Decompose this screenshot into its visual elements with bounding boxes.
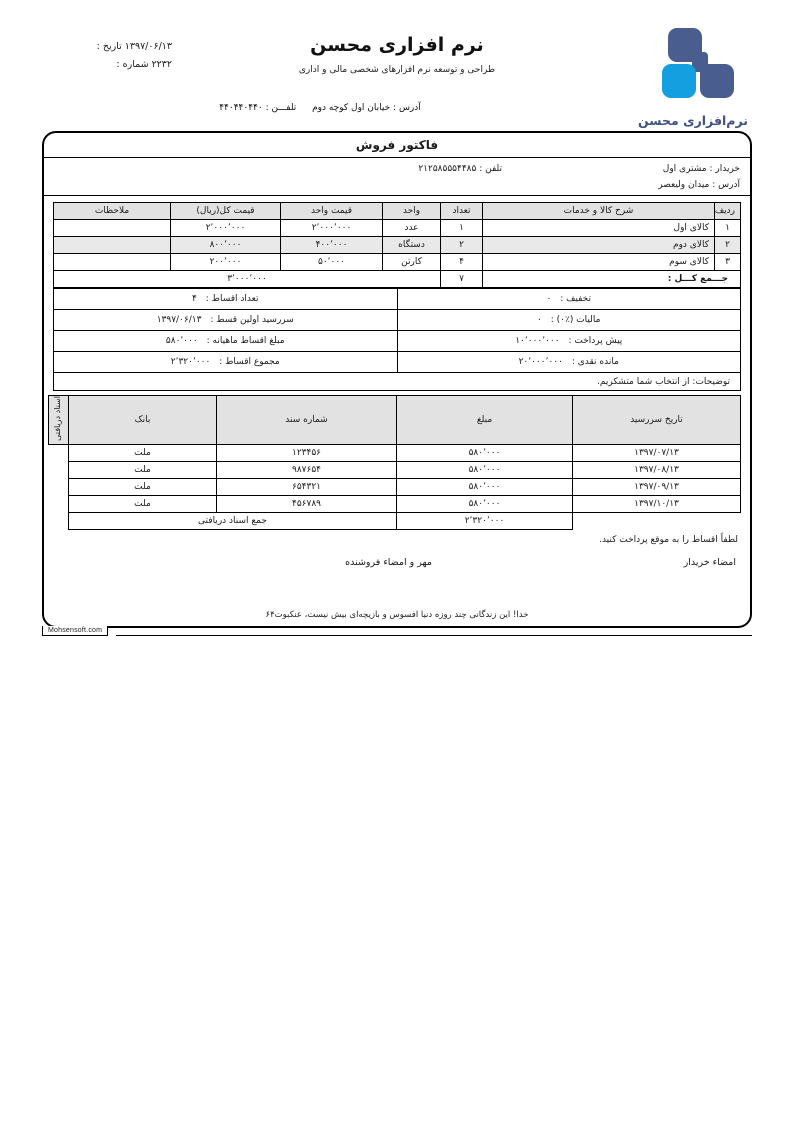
buyer-address-label: آدرس : bbox=[712, 179, 740, 190]
tax-cell bbox=[397, 310, 741, 331]
company-address-label: آدرس : bbox=[393, 103, 421, 113]
cash-balance-label: مانده نقدی : bbox=[571, 357, 619, 367]
cell-description: کالای سوم bbox=[483, 254, 715, 271]
table-row bbox=[49, 461, 741, 478]
sum-label: جـــمع کـــل : bbox=[483, 271, 741, 288]
buyer-name-line bbox=[658, 162, 740, 178]
cell-bank: ملت bbox=[69, 461, 217, 478]
company-tagline: طراحی و توسعه نرم افزارهای شخصی مالی و اداری bbox=[298, 65, 496, 75]
installment-row-sum bbox=[54, 352, 741, 373]
discount-value: ۰ bbox=[546, 294, 552, 304]
cell-unit: عدد bbox=[383, 220, 441, 237]
first-due-cell bbox=[54, 310, 398, 331]
cell-unit-price: ۲٬۰۰۰٬۰۰۰ bbox=[281, 220, 383, 237]
cell-row-no: ۳ bbox=[715, 254, 741, 271]
col-description: شرح کالا و خدمات bbox=[483, 203, 715, 220]
cell-doc-no: ۶۵۴۳۲۱ bbox=[217, 478, 397, 495]
sum-qty: ۷ bbox=[441, 271, 483, 288]
company-name: نرم افزاری محسن bbox=[310, 34, 484, 56]
invoice-title: فاکتور فروش bbox=[44, 133, 750, 158]
company-address-value: خیابان اول کوچه دوم bbox=[312, 103, 391, 113]
col-unit: واحد bbox=[383, 203, 441, 220]
cell-amount: ۵۸۰٬۰۰۰ bbox=[397, 444, 573, 461]
cash-balance-value: ۲۰٬۰۰۰٬۰۰۰ bbox=[518, 357, 563, 367]
logo-blocks-icon bbox=[640, 26, 752, 104]
company-contact bbox=[0, 103, 640, 113]
document-number-value: ۲۲۳۲ bbox=[151, 59, 172, 71]
buyer-phone-label: تلفن : bbox=[479, 164, 502, 174]
buyer-info bbox=[44, 158, 750, 196]
col-bank: بانک bbox=[69, 396, 217, 445]
cell-qty: ۴ bbox=[441, 254, 483, 271]
company-phone-value: ۴۴۰۴۴۰۴۴۰ bbox=[219, 103, 263, 113]
installment-row-monthly bbox=[54, 331, 741, 352]
cell-doc-no: ۴۵۶۷۸۹ bbox=[217, 495, 397, 512]
installment-sum-value: ۲٬۳۲۰٬۰۰۰ bbox=[170, 357, 211, 367]
document-date-label: تاریخ : bbox=[96, 41, 122, 52]
logo-wordmark: نرم‌افزاری محسن bbox=[638, 113, 748, 128]
notes-label: توضیحات: bbox=[692, 377, 730, 387]
buyer-value: مشتری اول bbox=[662, 164, 707, 174]
cell-notes bbox=[54, 237, 171, 254]
col-row-no: ردیف bbox=[715, 203, 741, 220]
installment-count-value: ۴ bbox=[192, 294, 197, 304]
buyer-label: خریدار : bbox=[709, 164, 740, 174]
tax-value: ۰ bbox=[537, 315, 542, 325]
table-row bbox=[49, 444, 741, 461]
col-unit-price: قیمت واحد bbox=[281, 203, 383, 220]
first-due-value: ۱۳۹۷/۰۶/۱۳ bbox=[156, 315, 202, 325]
table-row bbox=[49, 478, 741, 495]
buyer-lines bbox=[658, 162, 740, 194]
cell-due-date: ۱۳۹۷/۰۸/۱۳ bbox=[573, 461, 741, 478]
footer-divider bbox=[116, 635, 752, 636]
cell-due-date: ۱۳۹۷/۱۰/۱۳ bbox=[573, 495, 741, 512]
cell-notes bbox=[54, 220, 171, 237]
cell-unit-price: ۵۰٬۰۰۰ bbox=[281, 254, 383, 271]
document-number-label: شماره : bbox=[116, 59, 149, 71]
table-row bbox=[49, 495, 741, 512]
installment-sum-cell bbox=[54, 352, 398, 373]
first-due-label: سررسید اولین قسط : bbox=[210, 315, 294, 325]
receipts-header-row bbox=[49, 396, 741, 445]
installment-count-cell bbox=[54, 289, 398, 310]
col-qty: تعداد bbox=[441, 203, 483, 220]
items-header-row bbox=[54, 203, 741, 220]
monthly-label: مبلغ اقساط ماهیانه : bbox=[206, 336, 285, 346]
cell-doc-no: ۹۸۷۶۵۴ bbox=[217, 461, 397, 478]
col-notes: ملاحظات bbox=[54, 203, 171, 220]
cell-row-no: ۱ bbox=[715, 220, 741, 237]
page-header bbox=[0, 0, 794, 130]
receipts-total-row bbox=[49, 512, 741, 529]
cell-doc-no: ۱۲۳۴۵۶ bbox=[217, 444, 397, 461]
cell-due-date: ۱۳۹۷/۰۷/۱۳ bbox=[573, 444, 741, 461]
cell-due-date: ۱۳۹۷/۰۹/۱۳ bbox=[573, 478, 741, 495]
col-doc-no: شماره سند bbox=[217, 396, 397, 445]
signature-area bbox=[44, 557, 750, 603]
footer-quote: خدا! این زندگانی چند روزه دنیا افسوس و بازیچه‌ای بیش نیست، عنکبوت۶۴ bbox=[265, 610, 529, 620]
cell-amount: ۵۸۰٬۰۰۰ bbox=[397, 478, 573, 495]
cell-amount: ۵۸۰٬۰۰۰ bbox=[397, 461, 573, 478]
monthly-value: ۵۸۰٬۰۰۰ bbox=[165, 336, 198, 346]
col-amount: مبلغ bbox=[397, 396, 573, 445]
prepaid-value: ۱۰٬۰۰۰٬۰۰۰ bbox=[515, 336, 560, 346]
receipts-side-label bbox=[49, 396, 69, 445]
cell-row-no: ۲ bbox=[715, 237, 741, 254]
cell-notes bbox=[54, 254, 171, 271]
invoice-frame bbox=[42, 131, 752, 628]
invoice-notes bbox=[53, 373, 741, 391]
company-phone-label: تلفـــن : bbox=[265, 103, 297, 113]
cell-description: کالای دوم bbox=[483, 237, 715, 254]
receipts-total-label: جمع اسناد دریافتی bbox=[69, 512, 397, 529]
discount-label: تخفیف : bbox=[560, 294, 591, 304]
items-table-wrap bbox=[44, 196, 750, 288]
installment-summary-table bbox=[53, 288, 741, 373]
cell-total-price: ۸۰۰٬۰۰۰ bbox=[171, 237, 281, 254]
cell-bank: ملت bbox=[69, 444, 217, 461]
installment-row-first-due bbox=[54, 310, 741, 331]
items-table bbox=[53, 202, 741, 288]
cell-amount: ۵۸۰٬۰۰۰ bbox=[397, 495, 573, 512]
table-row bbox=[54, 237, 741, 254]
installment-row-count bbox=[54, 289, 741, 310]
installment-summary-wrap bbox=[44, 288, 750, 373]
installment-count-label: تعداد اقساط : bbox=[205, 294, 259, 304]
company-logo bbox=[634, 26, 752, 128]
receipts-table bbox=[48, 395, 741, 530]
cell-qty: ۲ bbox=[441, 237, 483, 254]
cell-bank: ملت bbox=[69, 495, 217, 512]
buyer-address-value: میدان ولیعصر bbox=[658, 179, 710, 190]
cell-unit-price: ۴۰۰٬۰۰۰ bbox=[281, 237, 383, 254]
monthly-cell bbox=[54, 331, 398, 352]
cell-total-price: ۲۰۰٬۰۰۰ bbox=[171, 254, 281, 271]
cell-total-price: ۲٬۰۰۰٬۰۰۰ bbox=[171, 220, 281, 237]
logo-block-bottom-right bbox=[700, 64, 734, 98]
receipts-total-blank bbox=[573, 512, 741, 529]
discount-cell bbox=[397, 289, 741, 310]
prepaid-cell bbox=[397, 331, 741, 352]
table-row bbox=[54, 220, 741, 237]
col-total-price: قیمت کل(ریال) bbox=[171, 203, 281, 220]
cell-description: کالای اول bbox=[483, 220, 715, 237]
col-due-date: تاریخ سررسید bbox=[573, 396, 741, 445]
cell-unit: کارتن bbox=[383, 254, 441, 271]
logo-block-bottom-left bbox=[662, 64, 696, 98]
site-tag: Mohsensoft.com bbox=[42, 626, 108, 636]
payment-note: لطفاً اقساط را به موقع پرداخت کنید. bbox=[599, 534, 738, 545]
receipts-side-label-text: اسناد دریافتی bbox=[53, 396, 62, 441]
buyer-signature-label: امضاء خریدار bbox=[683, 556, 736, 568]
cash-balance-cell bbox=[397, 352, 741, 373]
buyer-phone bbox=[418, 162, 502, 178]
document-date-value: ۱۳۹۷/۰۶/۱۳ bbox=[124, 41, 172, 52]
cell-bank: ملت bbox=[69, 478, 217, 495]
prepaid-label: پیش پرداخت : bbox=[568, 336, 623, 346]
buyer-address-line bbox=[658, 178, 740, 194]
notes-text: از انتخاب شما متشکریم. bbox=[597, 377, 690, 387]
seller-signature-label: مهر و امضاء فروشنده bbox=[345, 556, 432, 568]
sum-total: ۳٬۰۰۰٬۰۰۰ bbox=[54, 271, 441, 288]
installment-sum-label: مجموع اقساط : bbox=[219, 357, 280, 367]
buyer-phone-value: ۲۱۲۵۸۵۵۵۴۴۸۵ bbox=[418, 164, 477, 174]
tax-label: مالیات (٪۰) : bbox=[550, 315, 601, 325]
cell-qty: ۱ bbox=[441, 220, 483, 237]
receipts-table-wrap bbox=[44, 391, 750, 530]
table-row bbox=[54, 254, 741, 271]
cell-unit: دستگاه bbox=[383, 237, 441, 254]
items-sum-row bbox=[54, 271, 741, 288]
receipts-total-value: ۲٬۳۲۰٬۰۰۰ bbox=[397, 512, 573, 529]
